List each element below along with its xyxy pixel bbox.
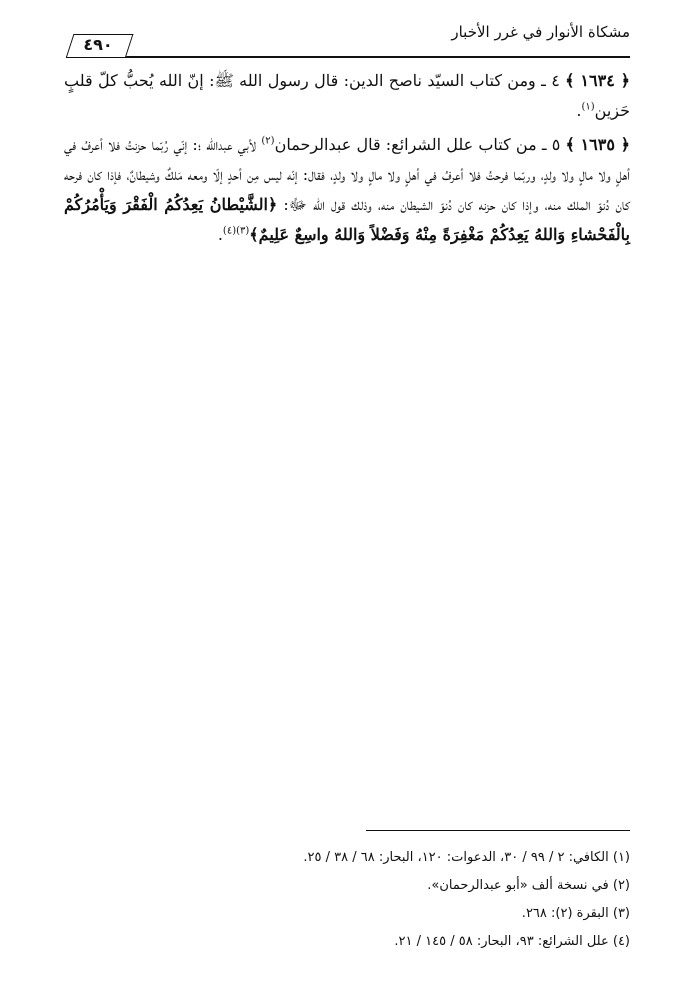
book-title: مشكاة الأنوار في غرر الأخبار bbox=[451, 23, 630, 41]
entry-text-part-1: ٥ ـ من كتاب علل الشرائع: قال عبدالرحمان bbox=[274, 135, 561, 154]
hadith-entry-1634 bbox=[64, 66, 630, 126]
entry-number: ﴿ ١٦٣٥ ﴾ bbox=[565, 135, 630, 154]
footnote-ref: (٤) bbox=[222, 225, 237, 237]
entry-text-part-2: لأبي عبدالله ؛: إنّي رُبّما حزنتُ فلا أعرفُ في أهلٍ ولا مالٍ ولا ولدٍ، وربّما فرحتُ فلا أعرفُ في أهلٍ ولا مالٍ ولا ولدٍ، فقال: إنّه ليس مِن أحدٍ إلّا ومعه مَلكٌ وشيطانٌ، فإذا كان فرحه كان دُنوّ الملك منه، وإذا كان حزنه كان دُنوّ الشيطان منه، وذلك قول الله ﷻ: bbox=[64, 135, 630, 214]
running-header bbox=[66, 22, 630, 62]
hadith-entry-1635 bbox=[64, 130, 630, 250]
page-number: ٤٩٠ bbox=[83, 35, 113, 54]
footnote-ref: (١) bbox=[581, 101, 595, 113]
entry-end: . bbox=[576, 101, 582, 120]
header-rule bbox=[66, 56, 630, 58]
entry-text: ٤ ـ ومن كتاب السيّد ناصح الدين: قال رسول الله ﷺ: إنّ الله يُحبُّ كلّ قلبٍ حَزين bbox=[64, 71, 630, 120]
entry-number: ﴿ ١٦٣٤ ﴾ bbox=[565, 71, 631, 90]
footnote-4: (٤) علل الشرائع: ٩٣، البحار: ٥٨ / ١٤٥ / ٢١. bbox=[394, 934, 630, 949]
footnote-2: (٢) في نسخة ألف «أبو عبدالرحمان». bbox=[427, 878, 630, 893]
entry-end: . bbox=[217, 225, 223, 244]
footnote-ref: (٢) bbox=[261, 135, 275, 147]
quran-verse: ﴿الشَّيْطانُ يَعِدُكُمُ الْفَقْرَ وَيَأْمُرُكُمْ بِالْفَحْشاءِ وَاللهُ يَعِدُكُمْ مَغْفِرَةً مِنْهُ وَفَضْلاً وَاللهُ واسِعٌ عَلِيمٌ﴾ bbox=[64, 195, 630, 244]
footnote-separator bbox=[366, 830, 630, 831]
footnote-3: (٣) البقرة (٢): ٢٦٨. bbox=[521, 906, 630, 921]
footnote-1: (١) الكافي: ٢ / ٩٩ / ٣٠، الدعوات: ١٢٠، البحار: ٦٨ / ٣٨ / ٢٥. bbox=[303, 850, 630, 865]
footnote-ref: (٣) bbox=[236, 225, 250, 237]
footnotes bbox=[64, 844, 630, 956]
main-text bbox=[64, 66, 630, 254]
